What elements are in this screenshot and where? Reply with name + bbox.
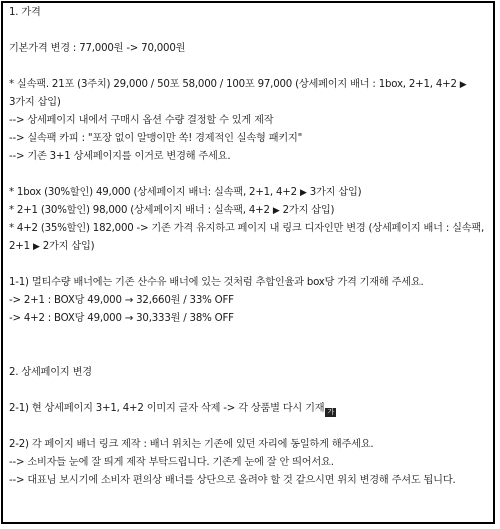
- note-visibility: --> 소비자들 눈에 잘 띄게 제작 부탁드립니다. 기존게 눈에 잘 안 띄어서요.: [9, 457, 334, 468]
- note-option-quantity: --> 상세페이지 내에서 구매시 옵션 수량 결정할 수 있게 제작: [9, 115, 274, 126]
- document-body: [9, 4, 487, 490]
- note-practice-pack-copy: --> 실속팩 카피 : "포장 없이 알맹이만 쏙! 경제적인 실속형 패키지": [9, 133, 303, 144]
- note-replace-page: --> 기존 3+1 상세페이지를 이거로 변경해 주세요.: [9, 151, 231, 162]
- multi-banner-4plus2: -> 4+2 : BOX당 49,000 → 30,333원 / 38% OFF: [9, 313, 234, 324]
- triangle-icon: ▶: [299, 188, 307, 198]
- subsection-2-2: 2-2) 각 페이지 배너 링크 제작 : 배너 위치는 기존에 있던 자리에 동일하게 해주세요.: [9, 439, 374, 450]
- bullet-4plus2: * 4+2 (35%할인) 182,000 -> 기존 가격 유지하고 페이지 내 링크 디자인만 변경 (상세페이지 배너 : 실속팩, 2+1 ▶ 2가지 삽입): [9, 223, 485, 252]
- section1-heading: 1. 가격: [9, 7, 41, 18]
- bullet-1box: * 1box (30%할인) 49,000 (상세페이지 배너: 실속팩, 2+1, 4+2 ▶ 3가지 삽입): [9, 187, 362, 198]
- subsection-1-1: 1-1) 멀티수량 배너에는 기존 산수유 배너에 있는 것처럼 추합인율과 box당 가격 기재해 주세요.: [9, 277, 424, 288]
- bullet-2plus1: * 2+1 (30%할인) 98,000 (상세페이지 배너 : 실속팩, 4+2 ▶ 2가지 삽입): [9, 205, 335, 216]
- multi-banner-2plus1: -> 2+1 : BOX당 49,000 → 32,660원 / 33% OFF: [9, 295, 234, 306]
- triangle-icon: ▶: [459, 80, 467, 90]
- subsection-2-1: 2-1) 현 상세페이지 3+1, 4+2 이미지 글자 삭제 -> 각 상품별 다시 기재 가: [9, 403, 334, 416]
- text-badge: 가: [327, 408, 334, 416]
- triangle-icon: ▶: [32, 242, 40, 252]
- section2-heading: 2. 상세페이지 변경: [9, 367, 92, 378]
- practice-pack-pricing: * 실속팩. 21포 (3주치) 29,000 / 50포 58,000 / 100포 97,000 (상세페이지 배너 : 1box, 2+1, 4+2 ▶ 3가지 삽입): [9, 79, 467, 108]
- note-banner-position: --> 대표님 보시기에 소비자 편의상 배너를 상단으로 올려야 할 것 같으시면 위치 변경해 주셔도 됩니다.: [9, 475, 456, 486]
- base-price-change: 기본가격 변경 : 77,000원 -> 70,000원: [9, 43, 186, 54]
- triangle-icon: ▶: [272, 206, 280, 216]
